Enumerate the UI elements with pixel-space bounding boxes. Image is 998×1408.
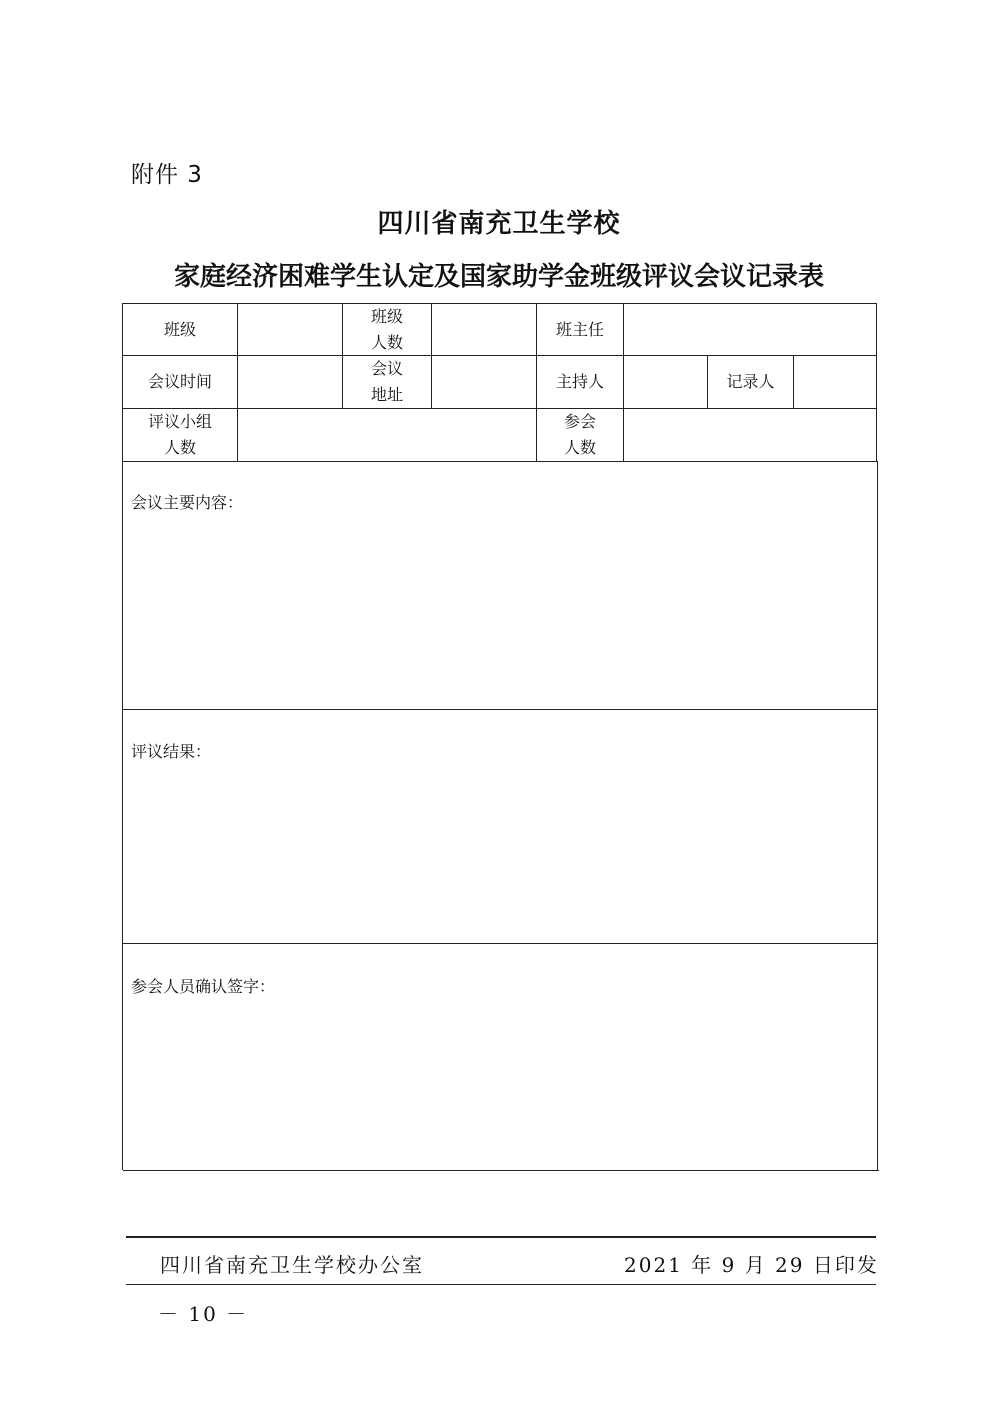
main-content-label: 会议主要内容：: [131, 493, 244, 512]
table-row-divider: [122, 709, 878, 710]
footer-rule-top: [126, 1236, 876, 1238]
table-border-right: [876, 303, 877, 461]
panel-count-input-cell[interactable]: [238, 409, 536, 461]
result-label: 评议结果：: [131, 742, 212, 761]
host-label: 主持人: [555, 372, 604, 391]
host-input-cell[interactable]: [624, 356, 707, 408]
class-count-input-cell[interactable]: [432, 304, 536, 355]
footer-rule-bottom: [126, 1284, 876, 1285]
table-border-right: [877, 461, 878, 1170]
document-title: 四川省南充卫生学校: [377, 209, 621, 239]
class-label: 班级: [163, 319, 196, 339]
recorder-label: 记录人: [726, 372, 775, 391]
attendee-count-input-cell[interactable]: [624, 409, 876, 461]
issue-date-text: 2021 年 9 月 29 日印发: [624, 1253, 879, 1277]
meeting-time-label: 会议时间: [147, 372, 212, 391]
result-area[interactable]: [123, 765, 876, 942]
head-teacher-label: 班主任: [555, 319, 604, 339]
table-row-divider: [122, 943, 878, 944]
head-teacher-input-cell[interactable]: [624, 304, 876, 355]
attachment-label: 附件 3: [131, 162, 203, 188]
class-count-label: 班级 人数: [370, 306, 403, 352]
table-border-bottom: [123, 1170, 879, 1171]
page-number: － 10 －: [158, 1302, 249, 1326]
main-content-area[interactable]: [123, 515, 876, 708]
meeting-time-input-cell[interactable]: [238, 356, 342, 408]
recorder-input-cell[interactable]: [794, 356, 876, 408]
class-input-cell[interactable]: [238, 304, 342, 355]
panel-count-label: 评议小组 人数: [147, 412, 212, 457]
document-subtitle: 家庭经济困难学生认定及国家助学金班级评议会议记录表: [173, 262, 824, 292]
meeting-address-label: 会议 地址: [370, 359, 403, 404]
attendee-count-label: 参会 人数: [563, 412, 596, 457]
issuer-text: 四川省南充卫生学校办公室: [160, 1253, 424, 1277]
table-row-divider: [122, 461, 877, 462]
signature-label: 参会人员确认签字：: [131, 977, 276, 996]
meeting-address-input-cell[interactable]: [432, 356, 536, 408]
signature-area[interactable]: [124, 1000, 877, 1169]
